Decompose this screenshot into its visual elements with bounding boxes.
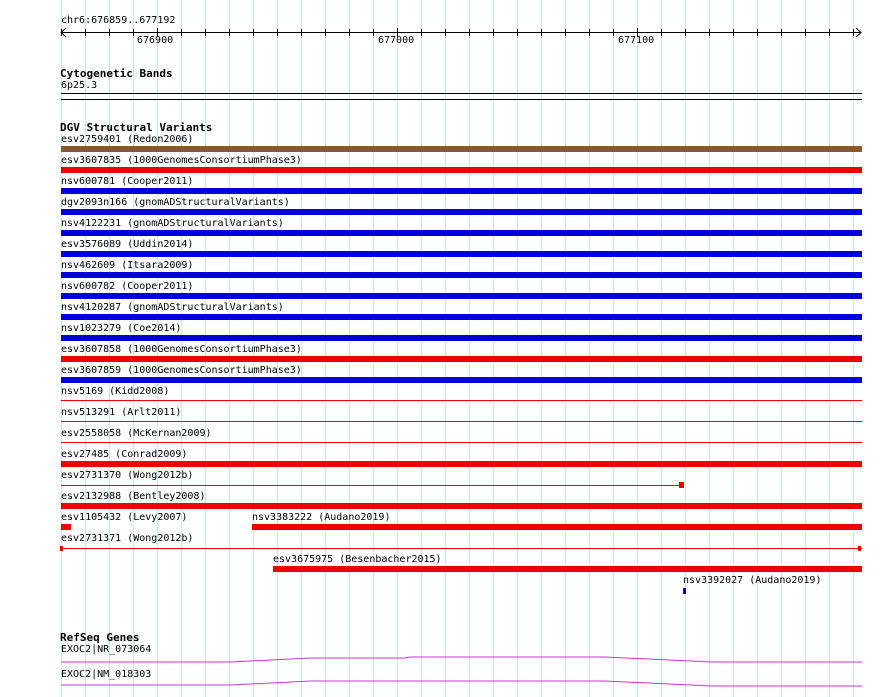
ruler-tick-label: 676900 bbox=[137, 35, 174, 46]
variant-label: esv27485 (Conrad2009) bbox=[61, 449, 188, 460]
cytoband-bar-bottom bbox=[61, 99, 862, 100]
refseq-track-title[interactable]: RefSeq Genes bbox=[60, 631, 140, 644]
variant-label: nsv5169 (Kidd2008) bbox=[61, 386, 170, 397]
variant-label: nsv3392027 (Audano2019) bbox=[683, 575, 822, 586]
variant-label: nsv1023279 (Coe2014) bbox=[61, 323, 182, 334]
variant-label: nsv3383222 (Audano2019) bbox=[252, 512, 391, 523]
variant-bar[interactable] bbox=[61, 548, 862, 549]
variant-label: nsv462609 (Itsara2009) bbox=[61, 260, 194, 271]
variant-label: nsv513291 (Arlt2011) bbox=[61, 407, 182, 418]
cytoband-bar-top bbox=[61, 93, 862, 94]
variant-label: esv2759401 (Redon2006) bbox=[61, 134, 194, 145]
variant-bar[interactable] bbox=[61, 524, 71, 530]
variant-bar[interactable] bbox=[61, 146, 862, 152]
variant-label: nsv4120287 (gnomADStructuralVariants) bbox=[61, 302, 284, 313]
variant-label: esv3607858 (1000GenomesConsortiumPhase3) bbox=[61, 344, 302, 355]
cytoband-label: 6p25.3 bbox=[61, 80, 98, 91]
variant-bar[interactable] bbox=[273, 566, 862, 572]
variant-bar[interactable] bbox=[61, 272, 862, 278]
variant-label: nsv600781 (Cooper2011) bbox=[61, 176, 194, 187]
gene-intron-line bbox=[61, 681, 862, 686]
variant-label: esv3607859 (1000GenomesConsortiumPhase3) bbox=[61, 365, 302, 376]
variant-label: esv1105432 (Levy2007) bbox=[61, 512, 188, 523]
variant-bar[interactable] bbox=[61, 442, 862, 443]
variant-exon-block[interactable] bbox=[60, 546, 63, 551]
variant-exon-block[interactable] bbox=[858, 546, 861, 551]
gene-intron-line bbox=[61, 657, 862, 662]
variant-bar[interactable] bbox=[61, 400, 862, 401]
variant-bar[interactable] bbox=[61, 335, 862, 341]
variant-bar[interactable] bbox=[61, 356, 862, 362]
variant-exon-block[interactable] bbox=[679, 482, 684, 488]
variant-label: esv3675975 (Besenbacher2015) bbox=[273, 554, 442, 565]
variant-bar[interactable] bbox=[61, 377, 862, 383]
dgv-track-title[interactable]: DGV Structural Variants bbox=[60, 121, 213, 134]
variant-label: esv2558058 (McKernan2009) bbox=[61, 428, 212, 439]
variant-bar[interactable] bbox=[61, 461, 862, 467]
variant-label: esv2731370 (Wong2012b) bbox=[61, 470, 194, 481]
gene-label: EXOC2|NR_073064 bbox=[61, 644, 152, 655]
variant-bar[interactable] bbox=[61, 485, 683, 486]
ruler-tick-label: 677100 bbox=[618, 35, 655, 46]
variant-label: esv2731371 (Wong2012b) bbox=[61, 533, 194, 544]
location-label: chr6:676859..677192 bbox=[61, 15, 176, 26]
gene-model[interactable] bbox=[0, 675, 890, 690]
variant-bar[interactable] bbox=[61, 230, 862, 236]
gene-label: EXOC2|NM_018303 bbox=[61, 669, 152, 680]
variant-bar[interactable] bbox=[61, 209, 862, 215]
variant-bar[interactable] bbox=[61, 251, 862, 257]
variant-bar[interactable] bbox=[61, 293, 862, 299]
cytoband-track-title[interactable]: Cytogenetic Bands bbox=[60, 67, 173, 80]
variant-label: esv3576089 (Uddin2014) bbox=[61, 239, 194, 250]
variant-label: nsv4122231 (gnomADStructuralVariants) bbox=[61, 218, 284, 229]
variant-bar[interactable] bbox=[61, 421, 862, 422]
variant-label: esv2132988 (Bentley2008) bbox=[61, 491, 206, 502]
variant-bar[interactable] bbox=[252, 524, 862, 530]
variant-bar[interactable] bbox=[683, 588, 686, 594]
ruler-tick-label: 677000 bbox=[378, 35, 415, 46]
variant-label: dgv2093n166 (gnomADStructuralVariants) bbox=[61, 197, 290, 208]
variant-bar[interactable] bbox=[61, 167, 862, 173]
variant-label: nsv600782 (Cooper2011) bbox=[61, 281, 194, 292]
gene-model[interactable] bbox=[0, 650, 890, 665]
variant-label: esv3607835 (1000GenomesConsortiumPhase3) bbox=[61, 155, 302, 166]
variant-bar[interactable] bbox=[61, 503, 862, 509]
ruler-axis bbox=[0, 0, 890, 50]
variant-bar[interactable] bbox=[61, 188, 862, 194]
variant-bar[interactable] bbox=[61, 314, 862, 320]
